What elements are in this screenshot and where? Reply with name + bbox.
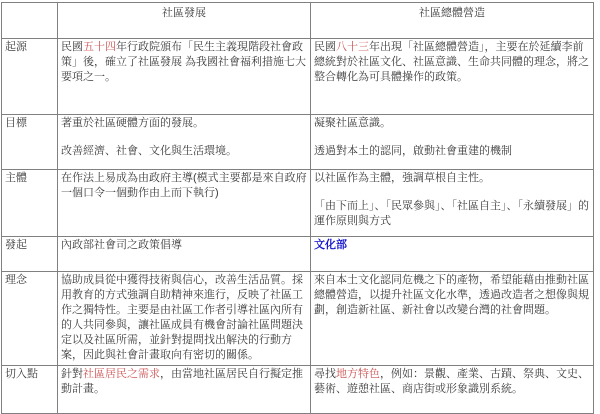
text-segment: ，例如：景觀、產業、古蹟、祭典、文史、藝術、遊憩社區、商店街或形象識別系統。 (314, 368, 589, 395)
paragraph (61, 144, 307, 159)
paragraph (314, 144, 590, 159)
paragraph (314, 199, 590, 229)
text-segment: ，由當地社區居民自行擬定推動計畫。 (61, 368, 303, 395)
cell-community-building (311, 366, 594, 414)
text-segment: 「由下而上」、「民眾參與」、「社區自主」、「永續發展」的運作原則與方式 (314, 200, 589, 227)
cell-community-development (58, 170, 311, 237)
highlighted-text: 地方特色 (336, 368, 380, 380)
cell-community-development (58, 115, 311, 170)
row-label: 起源 (2, 39, 58, 115)
paragraph (314, 367, 590, 397)
row-label: 切入點 (2, 366, 58, 414)
highlighted-text: 社區居民之需求 (83, 368, 160, 380)
text-segment: 民國 (314, 41, 336, 53)
text-segment: 內政部社會司之政策倡導 (61, 239, 182, 251)
text-segment: 年出現「社區總體營造」，主要在於延續李前總統對於社區文化、社區意識、生命共同體的理念，將之整合轉化為可具體操作的政策。 (314, 41, 589, 83)
text-segment: 尋找 (314, 368, 336, 380)
table-row (2, 170, 594, 237)
text-segment: 凝聚社區意識。 (314, 117, 391, 129)
table-row (2, 272, 594, 366)
cell-community-building (311, 272, 594, 366)
cell-community-building (311, 237, 594, 272)
paragraph (61, 367, 307, 397)
paragraph (314, 273, 590, 318)
cell-community-building (311, 39, 594, 115)
table-body (2, 39, 594, 414)
highlighted-text: 五十四 (83, 41, 116, 53)
cell-community-development (58, 366, 311, 414)
header-row (2, 3, 594, 39)
row-label: 目標 (2, 115, 58, 170)
paragraph (314, 40, 590, 85)
row-label: 理念 (2, 272, 58, 366)
cell-community-building (311, 170, 594, 237)
paragraph (61, 116, 307, 131)
ministry-of-culture-link[interactable]: 文化部 (314, 239, 347, 251)
paragraph (314, 238, 590, 253)
text-segment: 針對 (61, 368, 83, 380)
table-row (2, 115, 594, 170)
text-segment: 改善經濟、社會、文化與生活環境。 (61, 145, 237, 157)
row-label: 主體 (2, 170, 58, 237)
table-row (2, 366, 594, 414)
cell-community-development (58, 237, 311, 272)
text-segment: 透過對本土的認同，啟動社會重建的機制 (314, 145, 512, 157)
cell-community-development (58, 39, 311, 115)
comparison-table (1, 2, 594, 414)
table-row (2, 237, 594, 272)
table-row (2, 39, 594, 115)
cell-community-development (58, 272, 311, 366)
paragraph (61, 40, 307, 85)
text-segment: 著重於社區硬體方面的發展。 (61, 117, 204, 129)
text-segment: 民國 (61, 41, 83, 53)
text-segment: 來自本土文化認同危機之下的產物，希望能藉由推動社區總體營造，以提升社區文化水準，透過改造者之想像與規劃，創造新社區、新社會以改變台灣的社會問題。 (314, 274, 589, 316)
corner-cell (2, 3, 58, 39)
row-label: 發起 (2, 237, 58, 272)
paragraph (314, 171, 590, 186)
cell-community-building (311, 115, 594, 170)
text-segment: 協助成員從中獲得技術與信心，改善生活品質。採用教育的方式強調自助精神來進行，反映了社區工作之獨特性。主要是由社區工作者引導社區內所有的人共同參與，讓社區成員有機會討論社區問題決定以及社區所需，並針對提問找出解決的行動方案，因此與社會計畫取向有密切的關係。 (61, 274, 303, 361)
paragraph (61, 273, 307, 363)
paragraph (314, 116, 590, 131)
column-header-community-building: 社區總體營造 (311, 3, 594, 39)
text-segment: 年行政院頒布「民生主義現階段社會政策」後，確立了社區發展 為我國社會福利措施七大要項之一。 (61, 41, 307, 83)
highlighted-text: 八十三 (336, 41, 369, 53)
column-header-community-development: 社區發展 (58, 3, 311, 39)
paragraph (61, 171, 307, 201)
text-segment: 以社區作為主體，強調草根自主性。 (314, 172, 490, 184)
text-segment: 在作法上易成為由政府主導(模式主要都是來自政府一個口令一個動作由上而下執行) (61, 172, 307, 199)
paragraph (61, 238, 307, 253)
